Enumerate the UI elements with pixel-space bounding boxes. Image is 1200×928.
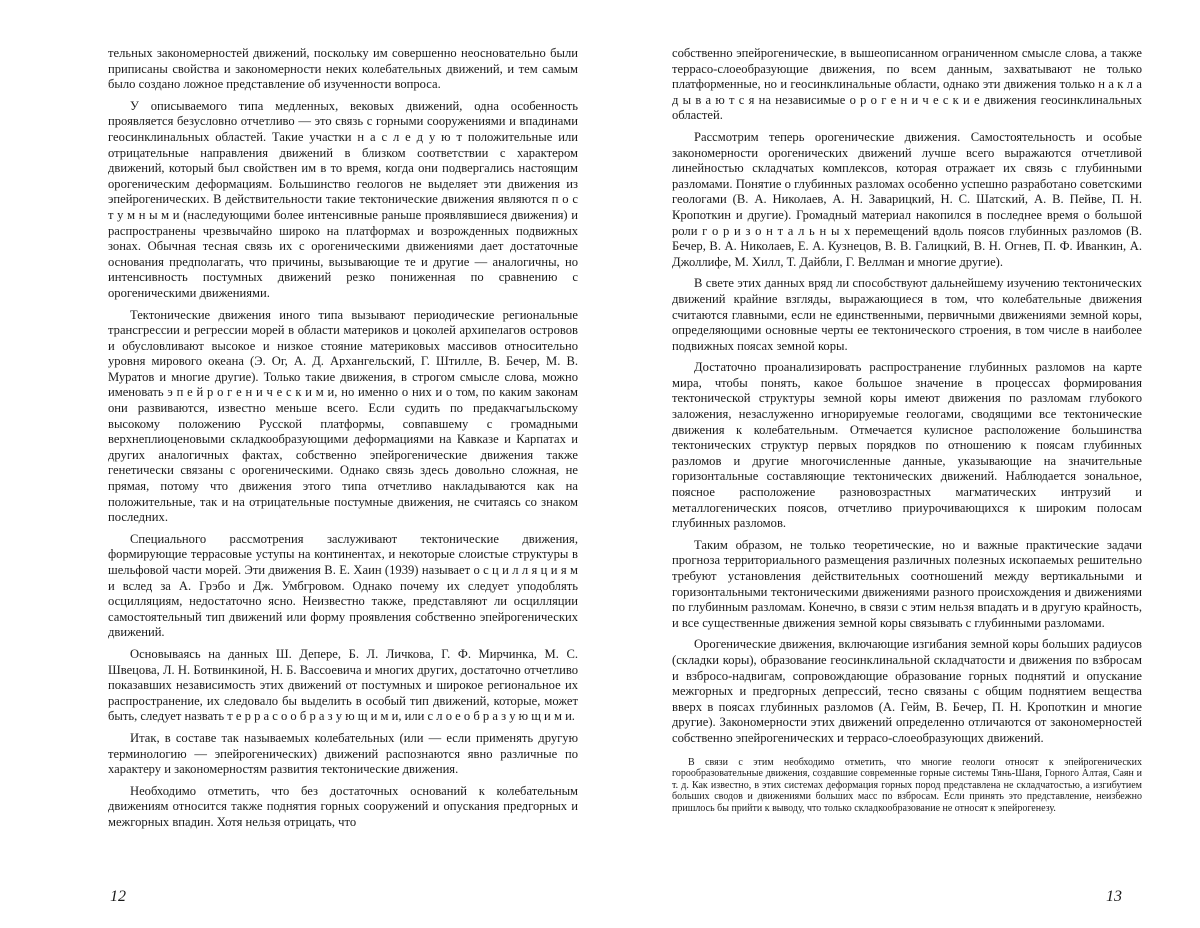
left-paragraph-1: тельных закономерностей движений, поскольку им совершенно неосновательно были приписаны свойства и закономерности неких колебательных движений, и тем самым было создано ложное представление об изученности вопроса. <box>108 46 578 92</box>
left-paragraph-2: У описываемого типа медленных, вековых движений, одна особенность проявляется безусловно отчетливо — это связь с горными сооружениями и впадинами геосинклинальных областей. Такие участки н а с л е д у ю т положительные или отрицательные направления движений в близком соответствии с характером движений, который был свойствен им в то время, когда они подвергались настоящим орогеническим деформациям. Большинство геологов не выделяет эти движения из эпейрогенических. В действительности такие тектонические движения являются п о с т у м н ы м и (наследующими более интенсивные раньше проявлявшиеся движения) и распространены чрезвычайно широко на платформах и возрожденных подвижных зонах. Обычная тесная связь их с орогеническими движениями дает достаточные основания предполагать, что причины, вызывающие те и другие — аналогичны, но интенсивность постумных движений резко пониженная по сравнению с орогеническими движениями. <box>108 98 578 300</box>
right-paragraph-4: Достаточно проанализировать распространение глубинных разломов на карте мира, чтобы понять, какое большое значение в процессах формирования тектонической структуры земной коры имеют движения по разломам глубокого заложения, незаслуженно игнорируемые геологами, сводящими все тектонические движения к колебательным. Отмечается кулисное расположение большинства тектонических структур первых порядков по отношению к поясам глубинных разломов и другие многочисленные данные, указывающие на значительные горизонтальные составляющие тектонических движений. Наблюдается зональное, поясное расположение разновозрастных магматических интрузий и металлогенических поясов, отчетливо приурочивающихся к широким полосам глубинных разломов. <box>672 360 1142 531</box>
left-page <box>108 46 578 831</box>
left-paragraph-5: Основываясь на данных Ш. Депере, Б. Л. Личкова, Г. Ф. Мирчинка, М. С. Швецова, Л. Н. Ботвинкиной, Н. Б. Вассоевича и многих других, достаточно отчетливо показавших независимость этих движений от постумных и широкое региональное их распространение, их следовало бы выделить в особый тип движений, которые, может быть, следует назвать т е р р а с о о б р а з у ю щ и м и, или с л о е о б р а з у ю щ и м и. <box>108 646 578 724</box>
left-paragraph-4: Специального рассмотрения заслуживают тектонические движения, формирующие террасовые уступы на континентах, и некоторые слоистые структуры в шельфовой части морей. Эти движения В. Е. Хаин (1939) называет о с ц и л л я ц и я м и вслед за А. Грэбо и Дж. Умбгровом. Однако почему их следует уподоблять осцилляциям, недостаточно ясно. Неизвестно также, представляют ли осцилляции самостоятельный тип движений или форму проявления собственно эпейрогенических движений. <box>108 531 578 640</box>
page-number-left: 12 <box>110 888 126 905</box>
page-number-right: 13 <box>1106 888 1122 905</box>
right-paragraph-1: собственно эпейрогенические, в вышеописанном ограниченном смысле слова, а также террасо-слоеобразующие движения, по всем данным, захватывают не только платформенные, но и геосинклинальные области, однако эти движения только н а к л а д ы в а ю т с я на независимые о р о г е н и ч е с к и е движения геосинклинальных областей. <box>672 46 1142 123</box>
left-paragraph-3: Тектонические движения иного типа вызывают периодические региональные трансгрессии и регрессии морей в области материков и цоколей архипелагов островов и обусловливают высокое и низкое стояние материковых массивов относительно уровня мирового океана (Э. Ог, А. Д. Архангельский, Г. Штилле, В. Бечер, М. В. Муратов и многие другие). Только такие движения, в строгом смысле слова, можно именовать э п е й р о г е н и ч е с к и м и, но именно о них и о том, по каким законам они развиваются, известно меньше всего. Если судить по предакчагыльскому высокому положению Русской платформы, совпавшему с громадными верхнеплиоценовыми складкообразующими деформациями на Кавказе и Карпатах и других аналогичных фактах, собственно эпейрогенические движения также генетически связаны с орогеническими. Однако связь здесь довольно сложная, не прямая, потому что движения этого типа отчетливо накладываются как на положительные, так и на отрицательные постумные движения, не считаясь со знаком последних. <box>108 307 578 525</box>
right-paragraph-2: Рассмотрим теперь орогенические движения. Самостоятельность и особые закономерности орогенических движений лучше всего выражаются отчетливой линейностью складчатых комплексов, которая отражает их связь с глубинными разломами. Понятие о глубинных разломах особенно успешно разработано советскими геологами (В. А. Николаев, А. Н. Заварицкий, Н. С. Шатский, А. В. Пейве, П. Н. Кропоткин и другие). Громадный материал накопился в последнее время о большой роли г о р и з о н т а л ь н ы х перемещений вдоль поясов глубинных разломов (В. Бечер, В. А. Николаев, Е. А. Кузнецов, В. В. Галицкий, В. Н. Огнев, П. Ф. Иванкин, А. Джоллифе, М. Хилл, Т. Дайбли, Г. Веллман и многие другие). <box>672 129 1142 269</box>
right-paragraph-5: Таким образом, не только теоретические, но и важные практические задачи прогноза территориального размещения различных полезных ископаемых решительно требуют установления действительных соотношений между вертикальными и горизонтальными тектоническими движениями разного происхождения и движениями по глубинным разломам. Конечно, в связи с этим нельзя впадать и в другую крайность, и все существенные движения земной коры связывать с глубинными разломами. <box>672 537 1142 630</box>
right-page <box>672 46 1142 815</box>
right-paragraph-6: Орогенические движения, включающие изгибания земной коры больших радиусов (складки коры), образование геосинклинальной складчатости и движения по взбросам и взбросо-надвигам, сопровождающие образование горных поднятий и опускание межгорных и предгорных депрессий, тесно связаны с общим поднятием вещества вверх в поясах глубинных разломов (А. Гейм, В. Бечер, П. Н. Кропоткин и многие другие). Закономерности этих движений определенно отличаются от закономерностей собственно эпейрогенических и террасо-слоеобразующих движений. <box>672 637 1142 745</box>
footnote: В связи с этим необходимо отметить, что многие геологи относят к эпейрогенических горообразовательные движения, создавшие современные горные системы Тянь-Шаня, Горного Алтая, Саян и т. д. Как известно, в этих системах деформация горных пород представлена не складчатостью, а изгибутием больших сводов и движениями больших масс по взбросам. Если принять это представление, неизбежно пришлось бы прийти к выводу, что только складкообразование не относят к эпейрогенезу. <box>672 756 1142 814</box>
right-paragraph-3: В свете этих данных вряд ли способствуют дальнейшему изучению тектонических движений крайние взгляды, выражающиеся в том, что колебательные движения считаются главными, если не единственными, первичными движениями земной коры, определяющими основные черты ее тектонического строения, в том числе в наиболее подвижных поясах земной коры. <box>672 276 1142 353</box>
left-paragraph-7: Необходимо отметить, что без достаточных оснований к колебательным движениям относится также поднятия горных сооружений и опускания предгорных и межгорных впадин. Хотя нельзя отрицать, что <box>108 783 578 829</box>
left-paragraph-6: Итак, в составе так называемых колебательных (или — если применять другую терминологию — эпейрогенических) движений распознаются явно различные по характеру и закономерностям развития тектонические движения. <box>108 730 578 777</box>
